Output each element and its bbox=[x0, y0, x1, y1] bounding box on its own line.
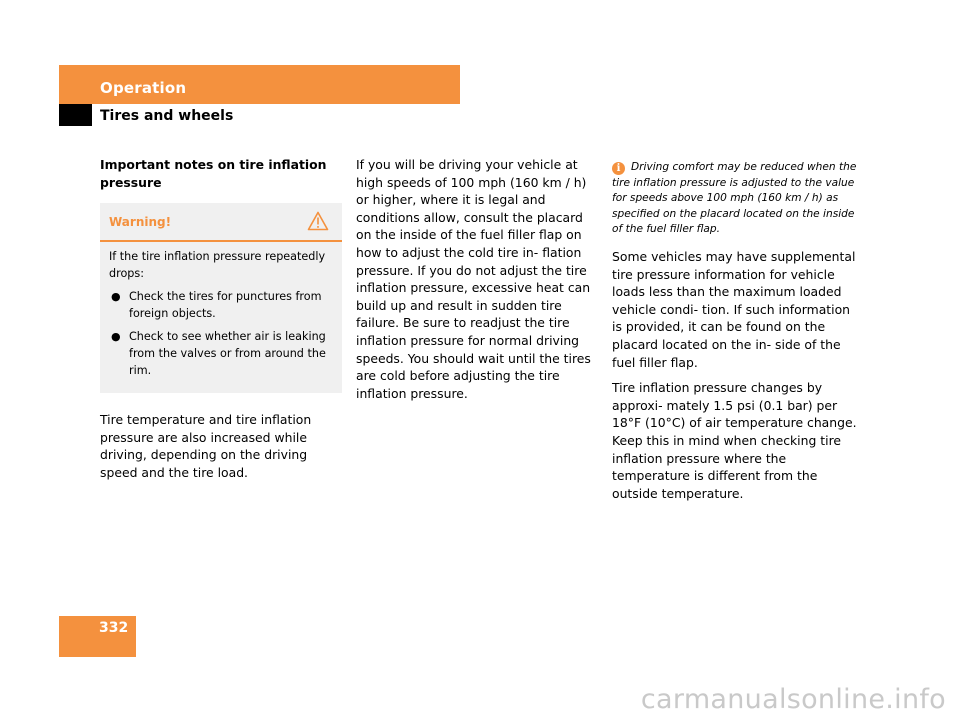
body-paragraph: Some vehicles may have supplemental tire pressure information for vehicle loads less than the maximum loaded vehicle condi- tion. If such information is provided, it can be found on the placard located on the in- side of the fuel filler flap. bbox=[612, 248, 856, 370]
subsection-title: Tires and wheels bbox=[100, 108, 234, 124]
column-3 bbox=[612, 160, 857, 510]
column-2 bbox=[356, 156, 599, 402]
subsection-marker bbox=[59, 104, 92, 126]
warning-body bbox=[100, 242, 342, 379]
warning-list-item bbox=[109, 328, 333, 379]
info-note bbox=[612, 160, 857, 238]
info-icon: i bbox=[612, 162, 625, 175]
warning-intro: If the tire inflation pressure repeatedly drops: bbox=[109, 250, 326, 281]
warning-triangle-icon bbox=[307, 211, 329, 231]
section-title: Operation bbox=[100, 79, 187, 97]
warning-list-item bbox=[109, 288, 333, 322]
warning-header bbox=[100, 203, 342, 242]
page-number: 332 bbox=[99, 620, 129, 636]
warning-list bbox=[109, 288, 333, 379]
bullet-icon: ● bbox=[111, 330, 121, 344]
warning-item-text: Check the tires for punctures from foreign objects. bbox=[129, 290, 322, 321]
warning-item-text: Check to see whether air is leaking from the valves or from around the rim. bbox=[129, 330, 326, 378]
warning-box bbox=[100, 203, 342, 393]
section-heading: Important notes on tire inflation pressure bbox=[100, 157, 327, 190]
body-paragraph: If you will be driving your vehicle at high speeds of 100 mph (160 km / h) or higher, where it is legal and conditions allow, consult the placard on the inside of the fuel filler flap on how to adjust the cold tire in- flation pressure. If you do not adjust the tire inflation pressure, excessive heat can build up and result in sudden tire failure. Be sure to readjust the tire inflation pressure for normal driving speeds. You should wait until the tires are cold before adjusting the tire inflation pressure. bbox=[356, 157, 591, 401]
watermark: carmanualsonline.info bbox=[640, 684, 946, 715]
info-note-text: Driving comfort may be reduced when the tire inflation pressure is adjusted to the value for speeds above 100 mph (160 km / h) as specified on the placard located on the inside of the fuel filler flap. bbox=[612, 161, 857, 236]
body-paragraph: Tire inflation pressure changes by approxi- mately 1.5 psi (0.1 bar) per 18°F (10°C) of air temperature change. Keep this in mind when checking tire inflation pressure where the temperature is different from the outside temperature. bbox=[612, 380, 857, 501]
bullet-icon: ● bbox=[111, 290, 121, 304]
column-1 bbox=[100, 156, 342, 482]
body-paragraph: Tire temperature and tire inflation pressure are also increased while driving, depending on the driving speed and the tire load. bbox=[100, 412, 312, 480]
warning-label: Warning! bbox=[109, 215, 172, 230]
